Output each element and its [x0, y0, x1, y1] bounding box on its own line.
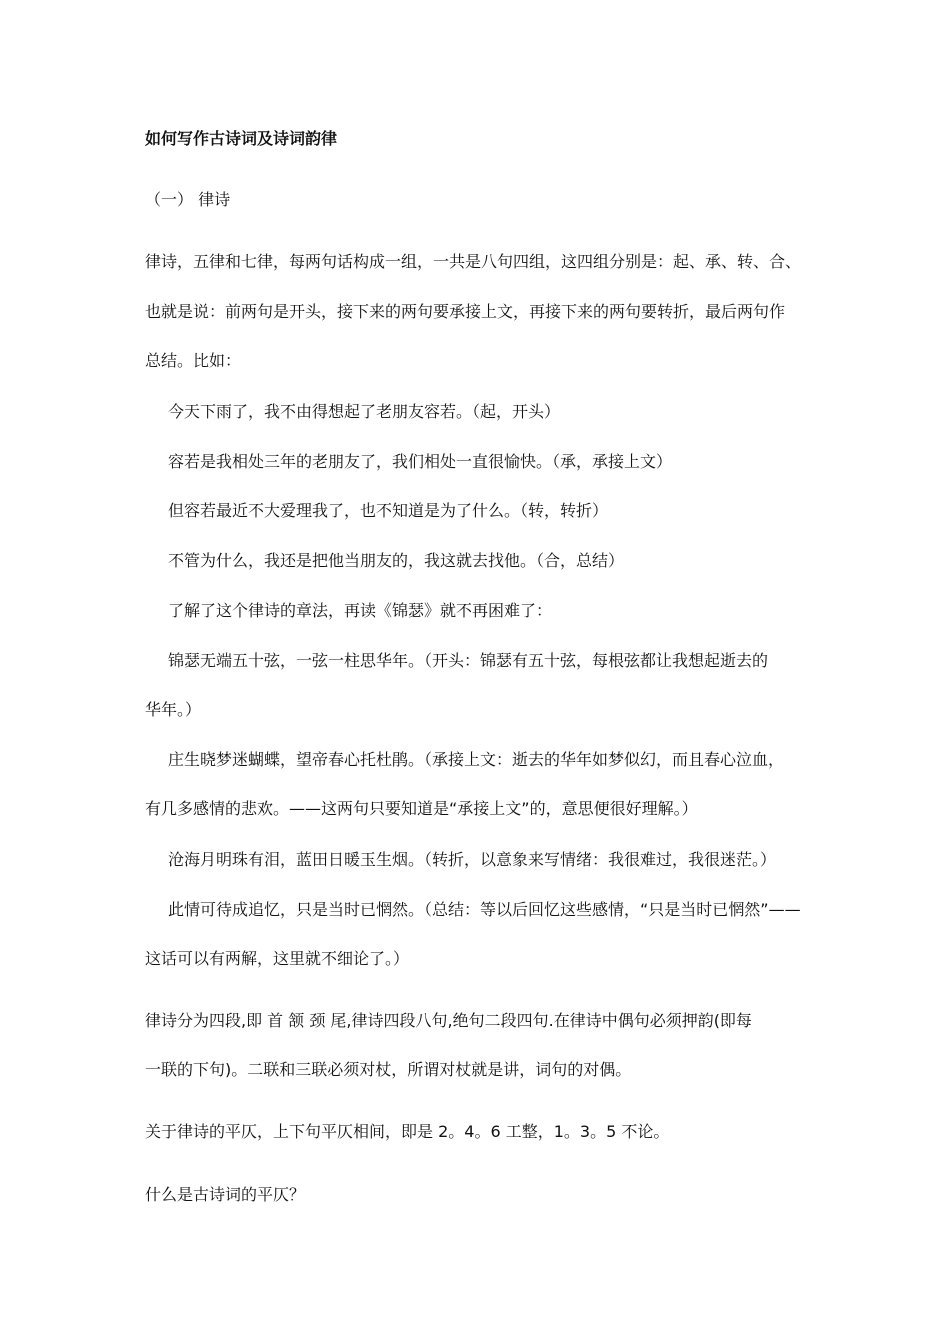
poem-paragraph-2-line-2: 有几多感情的悲欢。——这两句只要知道是“承接上文”的，意思便很好理解。） [145, 799, 698, 818]
poem-paragraph-1-line-1: 锦瑟无端五十弦，一弦一柱思华年。（开头：锦瑟有五十弦，每根弦都让我想起逝去的 [168, 651, 769, 670]
document-title: 如何写作古诗词及诗词韵律 [145, 129, 338, 148]
intro-line-2: 也就是说：前两句是开头，接下来的两句要承接上文，再接下来的两句要转折，最后两句作 [145, 302, 786, 321]
tones-line: 关于律诗的平仄，上下句平仄相间，即是 2。4。6 工整，1。3。5 不论。 [145, 1122, 670, 1141]
poem-paragraph-2-line-1: 庄生晓梦迷蝴蝶，望帝春心托杜鹃。（承接上文：逝去的华年如梦似幻，而且春心泣血， [168, 750, 785, 769]
example-line-1: 今天下雨了，我不由得想起了老朋友容若。（起，开头） [168, 402, 561, 421]
section-heading: （一） 律诗 [145, 190, 231, 209]
structure-line-2: 一联的下句)。二联和三联必须对杖，所谓对杖就是讲，词句的对偶。 [145, 1060, 632, 1079]
example-line-2: 容若是我相处三年的老朋友了，我们相处一直很愉快。（承，承接上文） [168, 452, 673, 471]
intro-line-3: 总结。比如： [145, 351, 242, 370]
poem-paragraph-1-line-2: 华年。） [145, 700, 202, 719]
example-line-3: 但容若最近不大爱理我了，也不知道是为了什么。（转，转折） [168, 501, 609, 520]
question-line: 什么是古诗词的平仄？ [145, 1185, 306, 1204]
poem-paragraph-4-line-1: 此情可待成追忆，只是当时已惘然。（总结：等以后回忆这些感情，“只是当时已惘然”—— [168, 900, 801, 919]
poem-paragraph-4-line-2: 这话可以有两解，这里就不细论了。） [145, 949, 410, 968]
example-line-5: 了解了这个律诗的章法，再读《锦瑟》就不再困难了： [168, 601, 553, 620]
poem-paragraph-3-line-1: 沧海月明珠有泪，蓝田日暖玉生烟。（转折，以意象来写情绪：我很难过，我很迷茫。） [168, 850, 777, 869]
structure-line-1: 律诗分为四段,即 首 颔 颈 尾,律诗四段八句,绝句二段四句.在律诗中偶句必须押韵(即每 [145, 1011, 752, 1030]
example-line-4: 不管为什么，我还是把他当朋友的，我这就去找他。（合，总结） [168, 551, 625, 570]
intro-line-1: 律诗，五律和七律，每两句话构成一组，一共是八句四组，这四组分别是：起、承、转、合、 [145, 252, 802, 271]
